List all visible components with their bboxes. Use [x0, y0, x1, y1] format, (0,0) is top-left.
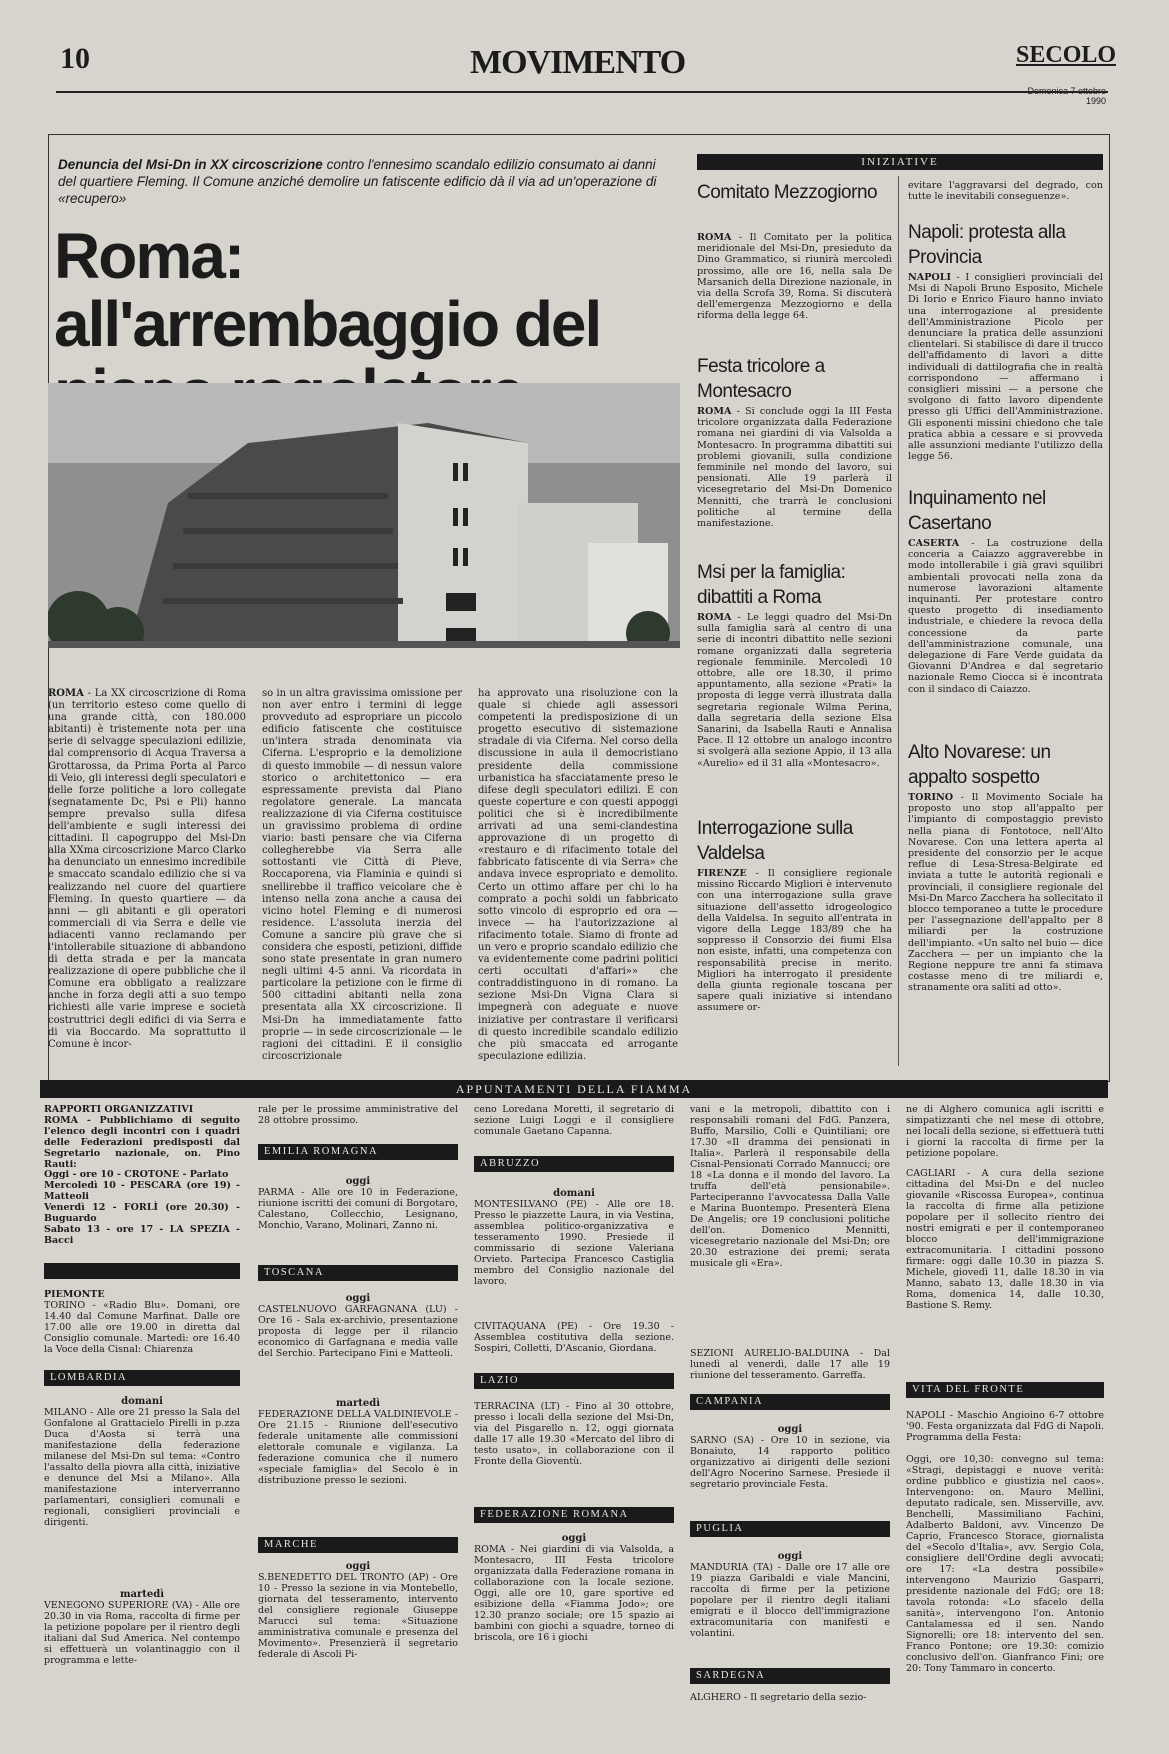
- app-dateline: ROMA: [44, 1115, 79, 1126]
- issue-date: 1990: [1085, 96, 1106, 106]
- brief-body: - Si conclude oggi la III Festa tricolore organizzata dalla Federazione romana nei giardini di via Valsolda a Montesacro. In programma dibattiti sui problemi giovanili, sulla condizione femminile nel mondo del lavoro, sui pensionati. Alle 19 parlerà il vicesegretario del Msi-Dn Domenico Mennitti, che trarrà le conclusioni politiche al termine della manifestazione.: [697, 406, 892, 530]
- app-day: martedì: [119, 1589, 165, 1600]
- app-entry: PARMA - Alle ore 10 in Federazione, riunione iscritti dei comuni di Borgotaro, Calestano, Collecchio, Lesignano, Monchio, Varano, Molinari, Zanno ni.: [258, 1187, 458, 1231]
- lead-photo: [48, 383, 680, 648]
- kicker-bold: Denuncia del Msi-Dn in XX circoscrizione: [58, 157, 323, 172]
- brief-title: Interrogazione sulla Valdelsa: [697, 818, 853, 864]
- lead-dateline: ROMA: [48, 688, 84, 699]
- appuntamenti-bar: APPUNTAMENTI DELLA FIAMMA: [40, 1080, 1108, 1098]
- lead-column-1: [48, 688, 246, 1066]
- brief-body: - Il Comitato per la politica meridionale del Msi-Dn, presieduto da Dino Grammatico, si riunirà mercoledì prossimo, alle ore 16, nella sala De Marsanich della Direzione nazionale, in via della Scrofa 39, Roma. Si discuterà dell'emergenza Mezzogiorno e della riforma della legge 64.: [697, 232, 892, 322]
- app-section-bar: VITA DEL FRONTE: [906, 1382, 1104, 1398]
- brief-dateline: CASERTA: [908, 538, 960, 549]
- app-section-bar: TOSCANA: [258, 1265, 458, 1281]
- brief-body: - Il consigliere regionale missino Riccardo Migliori è intervenuto con una interrogazione sulla grave situazione dell'assetto idrogeologico della Valdelsa. In seguito all'entrata in vigore della Legge 183/89 che ha soppresso il Consorzio dei fiumi Elsa non esiste, infatti, una competenza con responsabilità precise in merito. Migliori ha interrogato il presidente della giunta regionale toscana per sapere quali iniziative si intendano assumere or-: [697, 868, 892, 1014]
- brief-body: - Il Movimento Sociale ha proposto uno stop all'appalto per l'impianto di compostaggio previsto nella piana di Fontotoce, nell'Alto Novarese. Con una lettera aperta al presidente del consorzio per le acque reflue di Lesa-Stresa-Belgirate ed inviata a tutte le autorità regionali e provinciali, il consigliere regionale del Msi-Dn Marco Zacchera ha sollecitato il blocco temporaneo a tutte le procedure per l'assegnazione dell'appalto per 8 miliardi per la costruzione dell'impianto. «Un salto nel buio — dice Zacchera — per un impianto che la Regione neppure tre anni fa stimava costasse meno di tre miliardi e, stranamente ora saliti ad otto».: [908, 792, 1103, 994]
- app-column-1: [44, 1104, 240, 1690]
- kicker-rest: contro l'ennesimo scandalo edilizio consumato ai danni del quartiere Fleming. Il Comune anziché demolire un fatiscente edificio dà il via ad un'operazione di «recupero»: [58, 157, 657, 206]
- app-continuation: rale per le prossime amministrative del 28 ottobre prossimo.: [258, 1104, 458, 1126]
- app-day: oggi: [345, 1561, 371, 1572]
- app-column-2: [258, 1104, 458, 1696]
- brief-text: [908, 272, 1103, 478]
- app-column-4: [690, 1104, 890, 1716]
- app-entry: ROMA - Nei giardini di via Valsolda, a Montesacro, III Festa tricolore organizzata dalla Federazione romana in collaborazione con la locale sezione. Oggi, alle ore 10, gare sportive ed esibizione della «Fiamma Jodo»; ore 12.30 pranzo sociale; ore 15 spazio ai bambini con giochi a squadre, torneo di briscola, ore 16 i giochi: [474, 1544, 674, 1643]
- app-section-bar: ABRUZZO: [474, 1156, 674, 1172]
- app-entry: MONTESILVANO (PE) - Alle ore 18. Presso le piazzette Laura, in via Vestina, assemblea politico-organizzativa e tesseramento 1990. Presiede il commissario di sezione Valeriana Orvieto. Partecipa Francesco Castiglia membro del Consiglio nazionale del lavoro.: [474, 1199, 674, 1287]
- lead-headline: Roma: all'arrembaggio del: [54, 220, 601, 360]
- app-day: oggi: [777, 1551, 803, 1562]
- app-section-bar: CAMPANIA: [690, 1394, 890, 1410]
- iniziative-bar: INIZIATIVE: [697, 154, 1103, 170]
- brief-continuation: evitare l'aggravarsi del degrado, con tutte le inevitabili conseguenze».: [908, 180, 1103, 203]
- building-photo-illustration: [48, 383, 680, 648]
- app-intro: [44, 1115, 240, 1169]
- app-schedule-list: Oggi - ore 10 - CROTONE - Parlato Mercoledì 10 - PESCARA (ore 19) - Matteoli Venerdì 12 - FORLÌ (ore 20.30) - Buguardo Sabato 13 - ore 17 - LA SPEZIA - Bacci: [44, 1169, 240, 1246]
- app-continuation: ne di Alghero comunica agli iscritti e simpatizzanti che nel mese di ottobre, nei locali della sezione, si effettuerà tutti i giorni la raccolta di firme per la petizione popolare.: [906, 1104, 1104, 1159]
- brief-dateline: ROMA: [697, 232, 732, 243]
- app-column-3: [474, 1104, 674, 1690]
- brief-dateline: ROMA: [697, 612, 732, 623]
- app-entry: MANDURIA (TA) - Dalle ore 17 alle ore 19 piazza Garibaldi e viale Mancini, raccolta di firme per la petizione popolare per il rientro degli italiani emigrati e il blocco dell'immigrazione extracomunitaria con manifesti e volantini.: [690, 1562, 890, 1639]
- app-entry: CASTELNUOVO GARFAGNANA (LU) - Ore 16 - Sala ex-archivio, presentazione proposta di legge per il rilancio economico di Garfagnana e media valle del Serchio. Partecipano Fini e Matteoli.: [258, 1304, 458, 1359]
- section-title: MOVIMENTO: [470, 44, 686, 81]
- app-day: domani: [553, 1188, 595, 1199]
- app-entry: FEDERAZIONE DELLA VALDINIEVOLE - Ore 21.15 - Riunione dell'esecutivo federale unitamente alle commissioni elettorale comunale e vigilanza. La federazione comunica che il numero «speciale famiglia» del Secolo è in distribuzione presso le sezioni.: [258, 1409, 458, 1486]
- app-day: oggi: [345, 1293, 371, 1304]
- app-section-bar: MARCHE: [258, 1537, 458, 1553]
- sidebar-right-column: [908, 180, 1103, 1040]
- app-continuation: vani e la metropoli, dibattito con i responsabili romani del FdG. Panzera, Buffo, Marsilio, Colli e Quintiliani; ore 17.30 «Il dramma dei pensionati in Italia». Parlerà il responsabile della Cisnal-Pensionati Corrado Mannucci; ore 18 «La donna e il mondo del lavoro. La truffa dell'età pensionabile». Parteciperanno l'avvocatessa Dalla Valle e Marina Buontempo. Presenterà Elena De Angelis; ore 19 conclusioni politiche dell'on. Domenico Mennitti, vicesegretario nazionale del Msi-Dn; ore 20.30 estrazione dei premi; serata musicale gli «Era».: [690, 1104, 890, 1269]
- brief-body: - I consiglieri provinciali del Msi di Napoli Bruno Esposito, Michele Di Iorio e Enrico Fiauro hanno inviato una interrogazione al presidente dell'Amministrazione Picolo per denunciare la pratica delle assunzioni clientelari. Si stabilisce di dare il trucco dell'affidamento di lavori a ditte individuali di dattilografia che in realtà corrispondono — affermano i consiglieri missini — a persone che svolgono di fatto lavoro dipendente presso gli Uffici dell'Amministrazione. Gli esponenti missini chiedono che tale pratica abbia a cessare e si provveda alle assunzioni mediante l'utilizzo della legge 56.: [908, 272, 1103, 463]
- app-entry: SEZIONI AURELIO-BALDUINA - Dal lunedì al venerdì, dalle 17 alle 19 riunione del tesseramento. Garreffa.: [690, 1348, 890, 1381]
- brief-dateline: ROMA: [697, 406, 732, 417]
- lead-column-3: ha approvato una risoluzione con la quale si chiede agli assessori competenti la predisposizione di un progetto esecutivo di sistemazione stradale di via Ciferna. Nel corso della discussione in aula il democristiano presidente della commissione urbanistica ha sfacciatamente preso le difese degli speculatori edilizi. E con queste coperture e con questi appoggi politici che si è incredibilmente arrivati ad una semi-clandestina approvazione di un progetto di «restauro e di rifacimento totale del fabbricato fatiscente di via Serra» che andava invece espropriato e demolito. Certo un ottimo affare per chi lo ha comprato a pochi soldi un fabbricato sotto vincolo di esproprio ed ora — invece — ha l'autorizzazione al rifacimento totale. Siamo di fronte ad un vero e proprio scandalo edilizio che va evidentemente come padrini politici certi occultati d'affari»» che contraddistinguono in di romano. La sezione Msi-Dn Vigna Clara si impegnerà con adeguate e nuove iniziative per contrastare il verificarsi di questo incredibile scandalo edilizio che più smaccata ed arrogante speculazione edilizia.: [478, 688, 678, 1062]
- brief-text: [908, 538, 1103, 734]
- app-section-bar: EMILIA ROMAGNA: [258, 1144, 458, 1160]
- header-rule: [56, 91, 1108, 93]
- lead-column-1-text: - La XX circoscrizione di Roma (un territorio esteso come quello di una grande città, con 180.000 abitanti) è tristemente nota per una serie di selvagge speculazioni edilizie, dal comprensorio di Acqua Traversa a Grottarossa, da Prima Porta al Parco di Veio, gli interessi degli speculatori e delle forze politiche a loro collegate (segnatamente Dc, Psi e Pli) hanno sempre prevalso sulla difesa dell'ambiente e sugli interessi dei cittadini. Il capogruppo del Msi-Dn alla XXma circoscrizione Marco Clarko ha denunciato un ennesimo incredibile e smaccato scandalo edilizio che si va realizzando nel cuore del quartiere Fleming. In questo quartiere — da anni — gli abitanti e gli operatori commerciali di via Serra e delle vie adiacenti vanno reclamando per l'intollerabile situazione di abbandono di detta strada e per la mancata realizzazione di opere pubbliche che il Comune era obbligato a realizzare anche in forza degli atti a suo tempo richiesti alle varie imprese e società costruttrici degli edifici di via Serra e di via Boccardo. Ma soprattutto il Comune è incor-: [48, 688, 246, 1050]
- app-day: oggi: [777, 1424, 803, 1435]
- newspaper-logo: SECOLO: [1016, 42, 1117, 68]
- app-section-bar: LOMBARDIA: [44, 1370, 240, 1386]
- app-region: PIEMONTE: [44, 1289, 105, 1300]
- brief-text: [697, 868, 892, 1054]
- app-section-bar: PUGLIA: [690, 1521, 890, 1537]
- app-entry: CAGLIARI - A cura della sezione cittadina del Msi-Dn e del nucleo giovanile «Riscossa Europea», continua la raccolta di firme alla petizione popolare per il sollecito rientro dei nostri emigrati e per il contemporaneo blocco dell'immigrazione extracomunitaria. I cittadini possono firmare: oggi dalle 10.30 in piazza S. Michele, giovedì 11, dalle 18.30 in via Manno, sabato 13, dalle 18.30 in via Roma, domenica 14, dalle 10.30, Bastione S. Remy.: [906, 1168, 1104, 1311]
- app-entry: S.BENEDETTO DEL TRONTO (AP) - Ore 10 - Presso la sezione in via Montebello, giornata del tesseramento, intervento del consigliere regionale Giuseppe Marucci sul tema: «Situazione amministrativa comunale e presenza del Movimento». Presenzierà il segretario federale di Ascoli Pi-: [258, 1572, 458, 1660]
- app-day: domani: [121, 1396, 163, 1407]
- brief-text: [697, 232, 892, 350]
- brief-text: [697, 612, 892, 808]
- app-column-5: [906, 1104, 1104, 1704]
- brief-dateline: FIRENZE: [697, 868, 747, 879]
- app-section-bar: FEDERAZIONE ROMANA: [474, 1507, 674, 1523]
- brief-title: Festa tricolore a Montesacro: [697, 356, 825, 402]
- app-entry: Oggi, ore 10,30: convegno sul tema: «Stragi, depistaggi e nuove verità: ordine pubblico e giustizia nel caos». Intervengono: on. Mauro Mellini, deputato radicale, sen. Misserville, avv. Benchelli, Massimiliano Fachini, Adalberto Baldoni, avv. Vincenzo De Caprio, Francesco Storace, giornalista del «Secolo d'Italia», avv. Sergio Cola, consigliere dell'Ordine degli avvocati; ore 17: «La destra possibile» intervengono Maurizio Gasparri, presidente nazionale del FdG; ore 18: tavola rotonda: «Lo sfacelo della sanità», intervengono l'on. Antonio Cantalamessa ed il sen. Nando Signorelli; ore 18: intervento del sen. Franco Pontone; ore 19.30: comizio conclusivo dell'on. Gianfranco Fini; ore 20: Tony Tammaro in concerto.: [906, 1454, 1104, 1674]
- app-entry: NAPOLI - Maschio Angioino 6-7 ottobre '90. Festa organizzata dal FdG di Napoli. Programma della Festa:: [906, 1410, 1104, 1443]
- app-entry: TORINO - «Radio Blu». Domani, ore 14.40 dal Comune Marfinat. Dalle ore 17.00 alle ore 19.00 in diretta dal Consiglio comunale. Martedì: ore 16.40 la Voce della Cisnal: Chiarenza: [44, 1300, 240, 1355]
- brief-dateline: TORINO: [908, 792, 954, 803]
- brief-title: Napoli: protesta alla Provincia: [908, 222, 1066, 268]
- brief-title: Msi per la famiglia: dibattiti a Roma: [697, 562, 846, 608]
- sidebar-divider: [898, 176, 899, 1066]
- app-entry: SARNO (SA) - Ore 10 in sezione, via Bonaiuto, 14 rapporto politico organizzativo ai dirigenti delle sezioni dell'Agro Nocerino Sarnese. Presiede il segretario provinciale Festa.: [690, 1435, 890, 1490]
- app-day: oggi: [561, 1533, 587, 1544]
- sidebar-left-column: [697, 180, 892, 1054]
- app-section-bar: LAZIO: [474, 1373, 674, 1389]
- app-heading: RAPPORTI ORGANIZZATIVI: [44, 1104, 194, 1115]
- app-day: martedì: [335, 1398, 381, 1409]
- brief-body: - Le leggi quadro del Msi-Dn sulla famiglia sarà al centro di una serie di incontri dibattito nelle sezioni romane organizzati dalla segreteria regionale femminile. Mercoledì 10 ottobre, alle ore 18.30, il primo appuntamento, alla sezione «Prati» la proposta di legge verrà illustrata dalla segretaria regionale Wilma Perina, dalla segretaria della sezione Elsa Sanarini, da Isabella Rauti e Annalisa Pace. Il 12 ottobre un analogo incontro si svolgerà alla sezione Appio, il 13 alla «Aurelio» ed il 31 alla «Montesacro».: [697, 612, 892, 769]
- lead-kicker: [58, 156, 658, 207]
- app-entry: ALGHERO - Il segretario della sezio-: [690, 1692, 867, 1703]
- app-entry: CIVITAQUANA (PE) - Ore 19.30 - Assemblea costitutiva della sezione. Sospiri, Colletti, D'Ascanio, Giordana.: [474, 1321, 674, 1354]
- brief-title: Comitato Mezzogiorno: [697, 182, 878, 203]
- brief-text: [697, 406, 892, 554]
- brief-text: [908, 792, 1103, 1040]
- app-continuation: ceno Loredana Moretti, il segretario di sezione Luigi Loggi e il consigliere comunale Gaetano Capanna.: [474, 1104, 674, 1137]
- brief-title: Inquinamento nel Casertano: [908, 488, 1046, 534]
- brief-title: Alto Novarese: un appalto sospetto: [908, 742, 1051, 788]
- page-number: 10: [60, 42, 90, 75]
- app-entry: MILANO - Alle ore 21 presso la Sala del Gonfalone al Grattacielo Pirelli in p.zza Duca d'Aosta si terrà una manifestazione della federazione milanese del Msi-Dn sul tema: «Contro l'assalto della piovra alla città, iniziative e denunce del Msi a Milano». Alla manifestazione interverranno parlamentari, consiglieri comunali e regionali, consiglieri provinciali e dirigenti.: [44, 1407, 240, 1528]
- app-section-bar: SARDEGNA: [690, 1668, 890, 1684]
- app-day: oggi: [345, 1176, 371, 1187]
- app-section-bar-blank: [44, 1263, 240, 1279]
- lead-column-2: so in un altra gravissima omissione per non aver entro i termini di legge provveduto ad espropriare un piccolo edificio fatiscente che costituisce un'intera strada denominata via Ciferna. L'esproprio e la demolizione di questo immobile — di nessun valore storico o architettonico — era espressamente prevista dal Piano regolatore generale. La mancata realizzazione di via Ciferna costituisce un gravissimo problema di ordine viario: basti pensare che via Ciferna collegherebbe via Serra alle sottostanti vie Città di Pieve, Roccaporena, via Flaminia e quindi si snellirebbe il traffico veicolare che è intenso nella zona anche a causa dei vicino hotel Fleming e di numerosi residence. L'assoluta inerzia del Comune a sancire più grave che si considera che esposti, petizioni, diffide sono state presentate in gran numero negli ultimi 4-5 anni. Va ricordata in particolare la petizione con le firme di 500 cittadini abitanti nella zona presentata alla XX circoscrizione. Il Msi-Dn ha immediatamente fatto proprie — in sede circoscrizionale — le ragioni dei cittadini. E il consiglio circoscrizionale: [262, 688, 462, 1062]
- app-entry: VENEGONO SUPERIORE (VA) - Alle ore 20.30 in via Roma, raccolta di firme per la petizione popolare per il rientro degli italiani dal Sud America. Nel contempo si effettuerà un volantinaggio con il programma e lette-: [44, 1600, 240, 1666]
- brief-body: - La costruzione della conceria a Caiazzo aggraverebbe in modo intollerabile i già gravi squilibri ambientali provocati nella zona da numerose lavorazioni altamente inquinanti. Per protestare contro questo progetto di insediamento industriale, e chiedere la revoca della concessione da parte dell'amministrazione comunale, una delegazione di Fare Verde guidata da Giovanni D'Andrea e dal segretario nazionale Remo Ciocca si è incontrata con il sindaco di Caiazzo.: [908, 538, 1103, 695]
- app-entry: TERRACINA (LT) - Fino al 30 ottobre, presso i locali della sezione del Msi-Dn, via del Pisgarello n. 12, oggi giornata dalle 17 alle 19.30 «Mercato del libro di testo usato», in collaborazione con il Fronte della Gioventù.: [474, 1401, 674, 1467]
- app-intro-text: - Pubblichiamo di seguito l'elenco degli incontri con i quadri delle Federazioni predisposti dal Segretario nazionale, on. Pino Rauti:: [44, 1115, 240, 1169]
- brief-dateline: NAPOLI: [908, 272, 952, 283]
